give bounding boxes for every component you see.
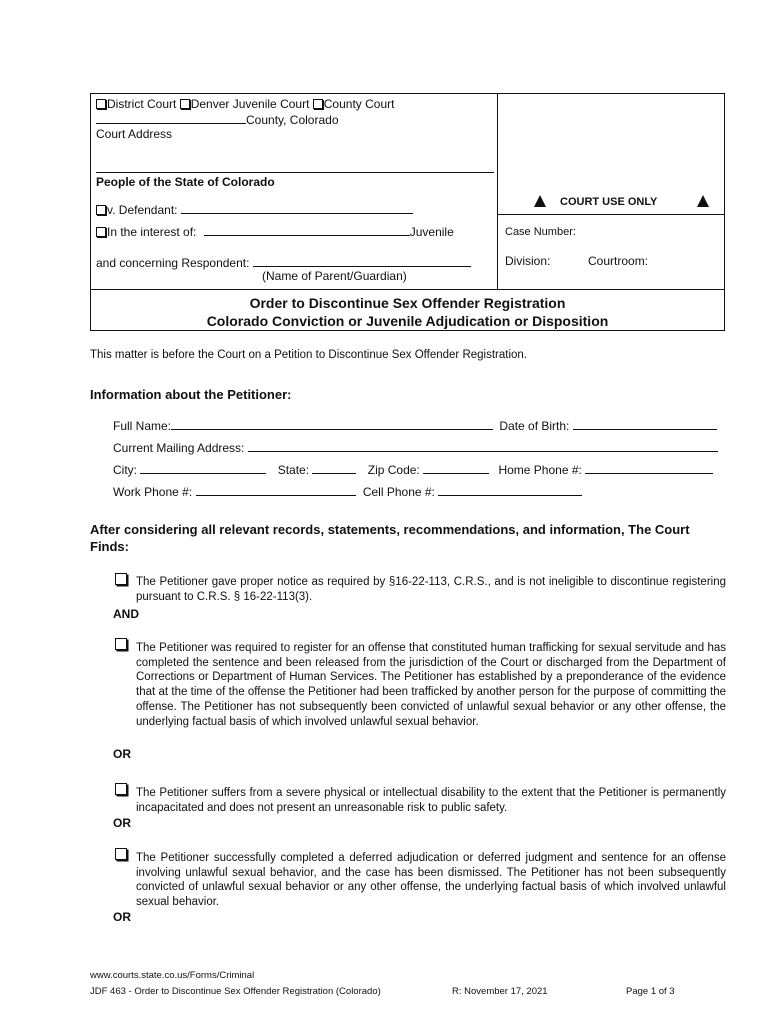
cell-phone-field[interactable] [438, 484, 582, 496]
finding-4-text: The Petitioner successfully completed a deferred adjudication or deferred judgment and sentence for an offense involving unlawful sexual behavior, and the case has been dismissed. The Petitioner has not been subsequently convicted of unlawful sexual behavior or any other offense, the underlying factual basis of which involved unlawful sexual behavior. [136, 852, 726, 909]
findings-heading-cont: Finds: [90, 539, 129, 554]
footer-revision: R: November 17, 2021 [452, 986, 548, 997]
finding-3-connector: OR [113, 816, 131, 830]
home-phone-label: Home Phone #: [498, 463, 582, 477]
county-court-label: County Court [323, 97, 395, 111]
title-line-2: Colorado Conviction or Juvenile Adjudication or Disposition [206, 313, 609, 329]
defendant-label: v. Defendant: [107, 203, 178, 217]
cell-phone-label: Cell Phone #: [362, 485, 435, 499]
defendant-field[interactable] [181, 202, 413, 214]
footer-url: www.courts.state.co.us/Forms/Criminal [90, 970, 255, 981]
work-phone-field[interactable] [196, 484, 356, 496]
parent-label: (Name of Parent/Guardian) [262, 269, 407, 283]
caption-vertical-divider [497, 94, 498, 289]
mailing-row [113, 440, 718, 455]
court-use-left-arrow-icon [534, 195, 546, 210]
dob-label: Date of Birth: [499, 419, 570, 433]
work-phone-label: Work Phone #: [113, 485, 193, 499]
dob-field[interactable] [573, 418, 717, 430]
finding-4-connector: OR [113, 910, 131, 924]
address-line [96, 172, 494, 173]
footer-form-id: JDF 463 - Order to Discontinue Sex Offender Registration (Colorado) [90, 986, 381, 997]
county-court-checkbox[interactable] [313, 99, 323, 109]
respondent-row [96, 255, 471, 270]
city-row [113, 462, 713, 477]
denver-juvenile-court-checkbox[interactable] [180, 99, 190, 109]
full-name-row [113, 418, 717, 433]
county-field[interactable] [96, 112, 246, 124]
state-field[interactable] [312, 462, 356, 474]
title-line-1: Order to Discontinue Sex Offender Registration [249, 295, 566, 311]
finding-1-text: The Petitioner gave proper notice as required by §16-22-113, C.R.S., and is not ineligible to discontinue registering pursuant to C.R.S. § 16-22-113(3). [136, 576, 726, 603]
caption-horizontal-divider [91, 289, 724, 290]
interest-checkbox[interactable] [96, 227, 106, 237]
finding-1-checkbox[interactable] [115, 573, 127, 588]
finding-4-checkbox[interactable] [115, 848, 127, 863]
full-name-label: Full Name: [113, 419, 172, 433]
finding-3-checkbox[interactable] [115, 783, 127, 798]
court-use-right-arrow-icon [697, 195, 709, 210]
court-use-only-label: COURT USE ONLY [560, 196, 658, 208]
city-label: City: [113, 463, 137, 477]
courtroom-label: Courtroom: [588, 254, 649, 268]
defendant-row [96, 202, 413, 217]
county-row [96, 112, 339, 127]
county-suffix: County, Colorado [246, 113, 339, 127]
zip-field[interactable] [423, 462, 489, 474]
mailing-label: Current Mailing Address: [113, 441, 245, 455]
division-label: Division: [505, 254, 551, 268]
finding-3-text: The Petitioner suffers from a severe physical or intellectual disability to the extent that the Petitioner is permanently incapacitated and does not present an unreasonable risk to public safety. [136, 787, 726, 814]
zip-label: Zip Code: [367, 463, 420, 477]
state-label: State: [277, 463, 310, 477]
respondent-label: and concerning Respondent: [96, 256, 250, 270]
juvenile-label: Juvenile [409, 225, 454, 239]
city-field[interactable] [140, 462, 266, 474]
full-name-field[interactable] [171, 418, 493, 430]
denver-juvenile-court-label: Denver Juvenile Court [190, 97, 310, 111]
intro-text: This matter is before the Court on a Petition to Discontinue Sex Offender Registration. [90, 349, 528, 361]
home-phone-field[interactable] [585, 462, 713, 474]
findings-heading: After considering all relevant records, statements, recommendations, and information, The Court [90, 522, 690, 537]
work-phone-row [113, 484, 582, 499]
district-court-label: District Court [107, 97, 177, 111]
interest-row [96, 224, 454, 239]
footer-page: Page 1 of 3 [626, 986, 675, 997]
finding-2-text: The Petitioner was required to register for an offense that constituted human trafficking for sexual servitude and has completed the sentence and been released from the jurisdiction of the Court or discharged from the Department of Corrections or Department of Human Services. The Petitioner has established by a preponderance of the evidence that at the time of the offense the Petitioner had been trafficked by another person for the purpose of committing the offense. The Petitioner has not subsequently been convicted of unlawful sexual behavior or any other offense, the underlying factual basis of which involved unlawful sexual behavior. [136, 642, 726, 728]
mailing-field[interactable] [248, 440, 718, 452]
case-number-label: Case Number: [505, 226, 576, 238]
petitioner-heading: Information about the Petitioner: [90, 387, 292, 402]
caption-box [90, 93, 725, 331]
respondent-field[interactable] [253, 255, 471, 267]
interest-label: In the interest of: [107, 225, 197, 239]
people-label: People of the State of Colorado [96, 175, 275, 189]
finding-1-connector: AND [113, 607, 139, 621]
interest-field[interactable] [204, 224, 410, 236]
finding-2-connector: OR [113, 747, 131, 761]
court-address-label: Court Address [96, 127, 173, 141]
court-use-divider [497, 214, 725, 215]
finding-2-checkbox[interactable] [115, 638, 127, 653]
district-court-checkbox[interactable] [96, 99, 106, 109]
court-type-row [96, 97, 394, 111]
defendant-checkbox[interactable] [96, 205, 106, 215]
